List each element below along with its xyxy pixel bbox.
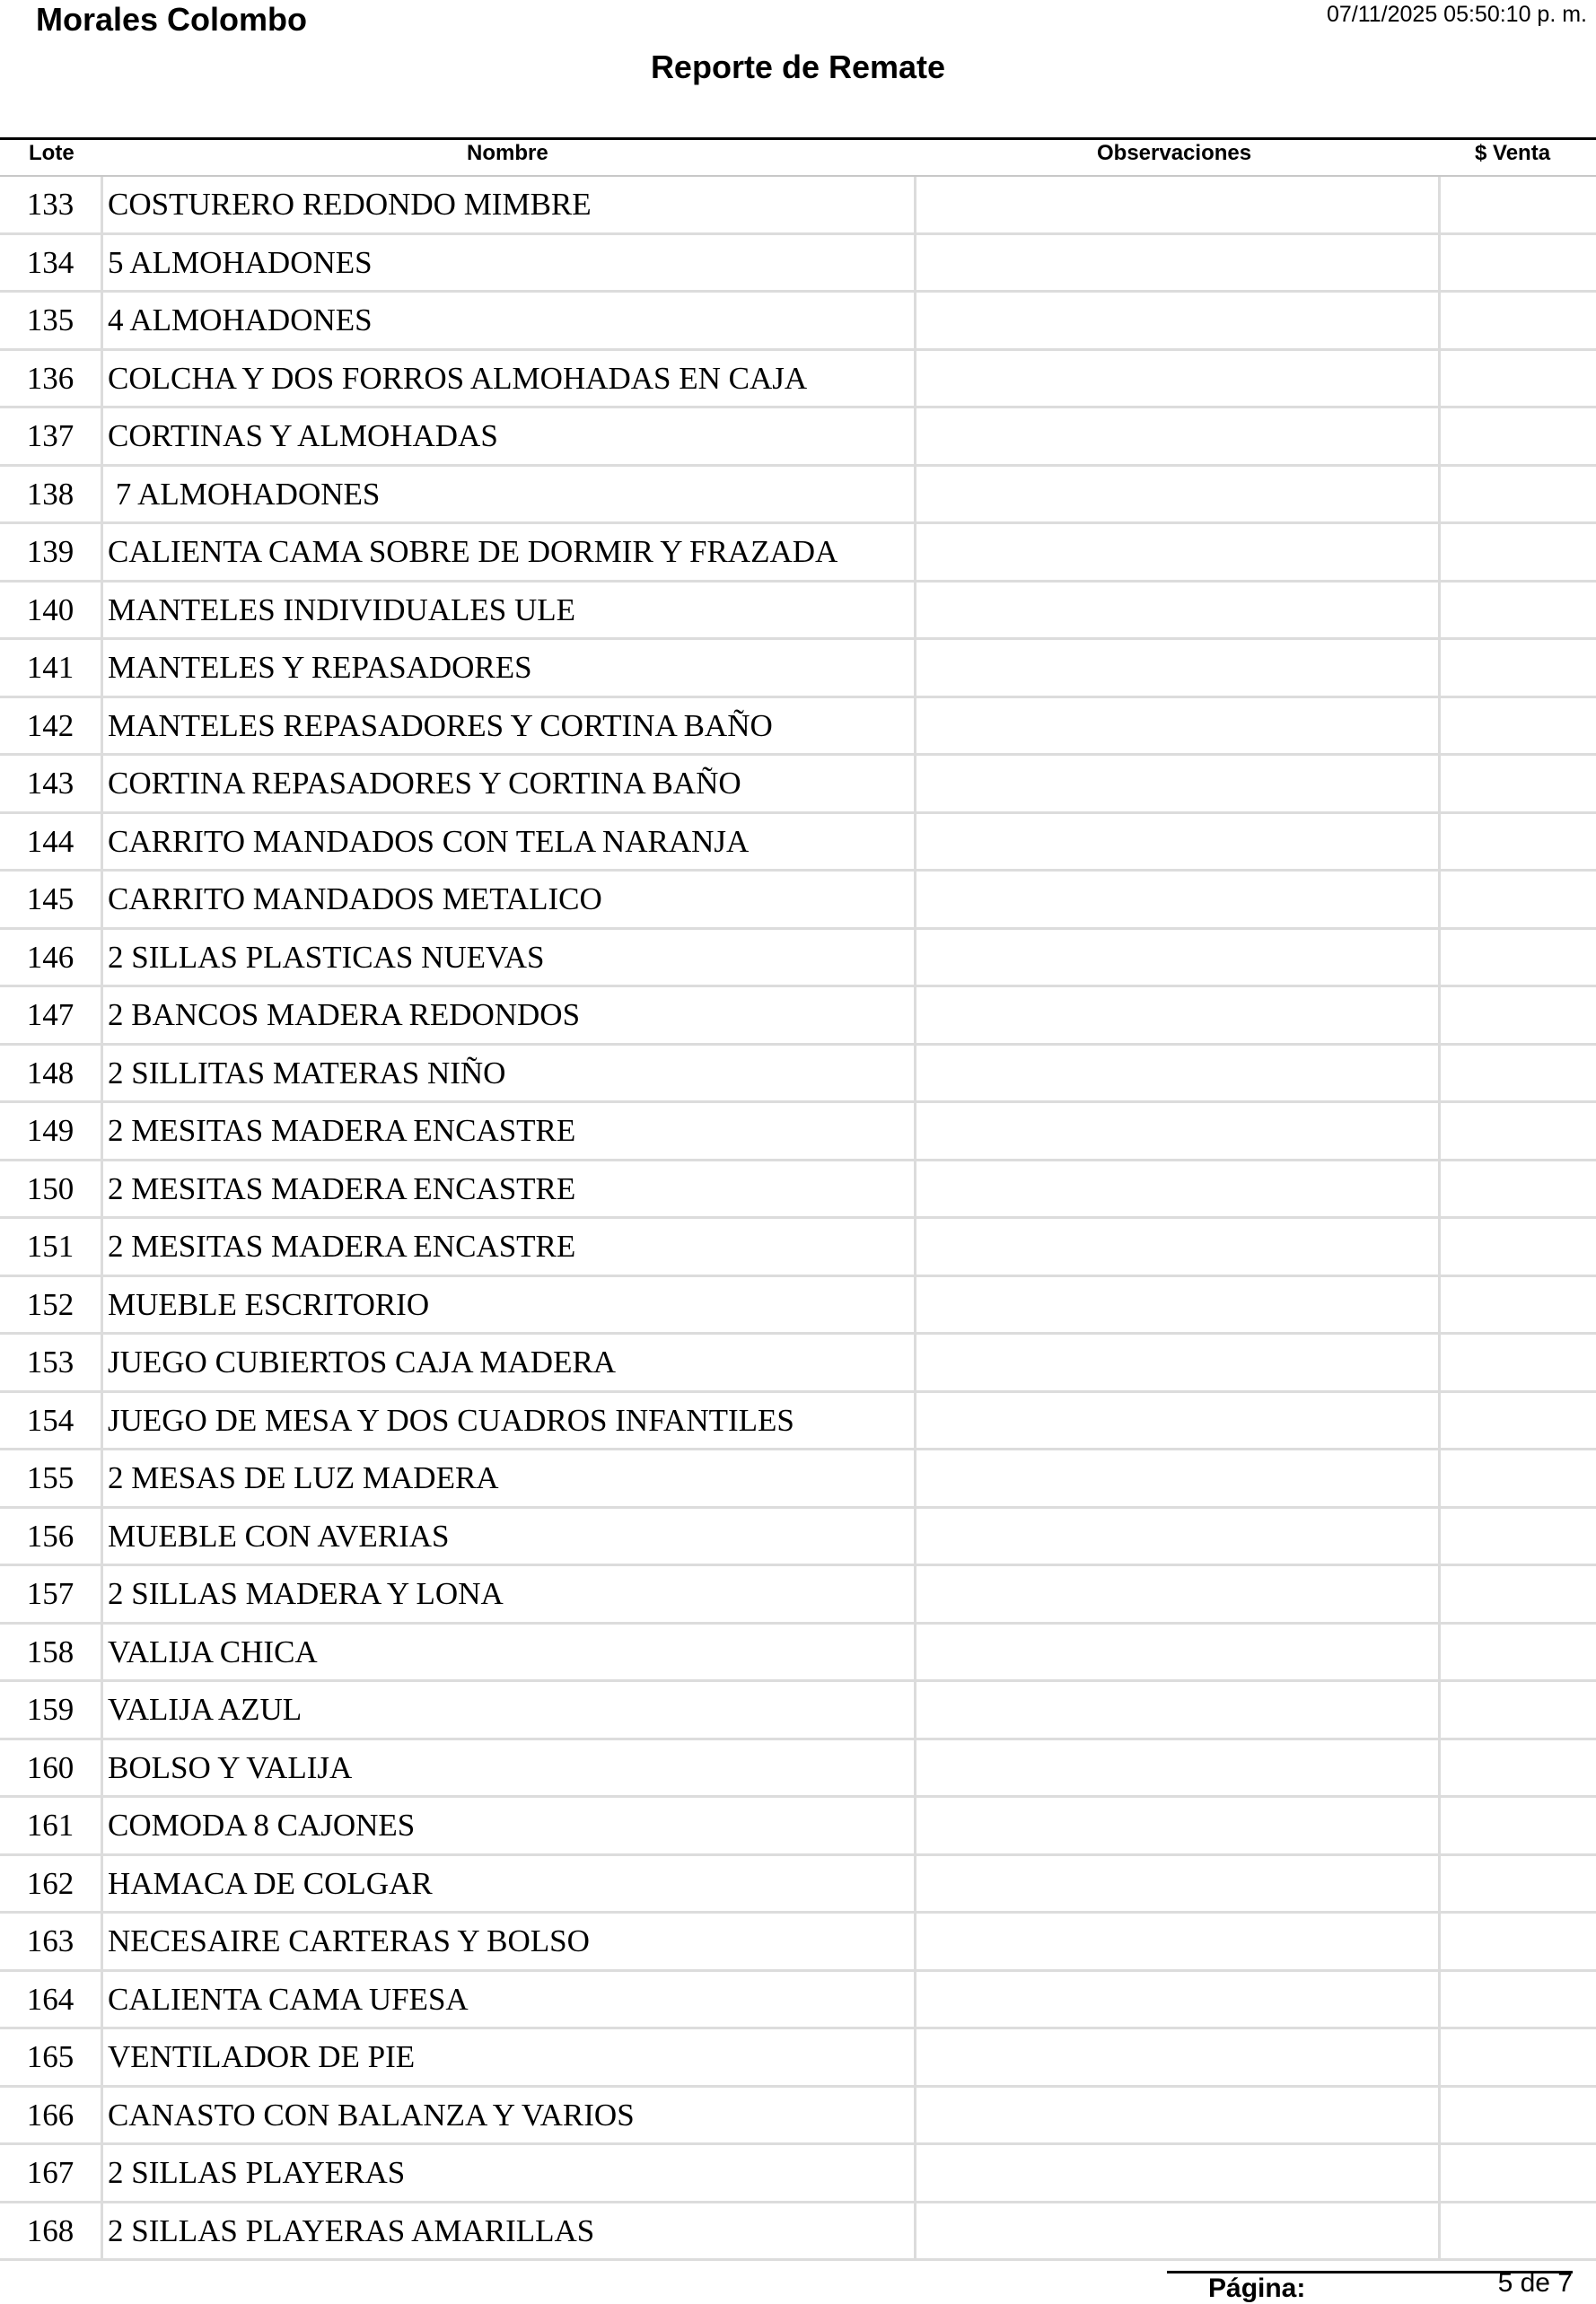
lot-number-cell: 165 — [0, 2029, 103, 2085]
observations-cell — [919, 1277, 1441, 1333]
observations-cell — [919, 2145, 1441, 2201]
item-name-cell: COMODA 8 CAJONES — [103, 1798, 916, 1853]
item-name-cell: CALIENTA CAMA UFESA — [103, 1972, 916, 2028]
table-row — [0, 2029, 1596, 2088]
table-row — [0, 1566, 1596, 1625]
lot-number-cell: 161 — [0, 1798, 103, 1853]
header-divider — [0, 137, 1596, 140]
observations-cell — [919, 351, 1441, 407]
table-row — [0, 1682, 1596, 1740]
table-row — [0, 698, 1596, 757]
lot-number-cell: 159 — [0, 1682, 103, 1738]
table-row — [0, 1914, 1596, 1972]
column-header-lote: Lote — [29, 141, 75, 165]
lot-number-cell: 148 — [0, 1046, 103, 1101]
sale-price-cell — [1441, 524, 1596, 580]
table-row — [0, 1625, 1596, 1683]
sale-price-cell — [1441, 1335, 1596, 1390]
column-header-venta: $ Venta — [1475, 141, 1551, 165]
page-number: 5 de 7 — [1497, 2268, 1573, 2298]
item-name-cell: HAMACA DE COLGAR — [103, 1856, 916, 1912]
sale-price-cell — [1441, 467, 1596, 522]
sale-price-cell — [1441, 1740, 1596, 1796]
observations-cell — [919, 1335, 1441, 1390]
sale-price-cell — [1441, 1219, 1596, 1275]
table-row — [0, 1450, 1596, 1509]
report-timestamp: 07/11/2025 05:50:10 p. m. — [1326, 2, 1587, 27]
lot-number-cell: 145 — [0, 872, 103, 927]
sale-price-cell — [1441, 930, 1596, 986]
lot-number-cell: 135 — [0, 293, 103, 348]
sale-price-cell — [1441, 351, 1596, 407]
table-row — [0, 872, 1596, 930]
lot-number-cell: 138 — [0, 467, 103, 522]
observations-cell — [919, 1103, 1441, 1159]
lot-number-cell: 153 — [0, 1335, 103, 1390]
table-row — [0, 1046, 1596, 1104]
table-row — [0, 987, 1596, 1046]
sale-price-cell — [1441, 235, 1596, 291]
item-name-cell: CORTINAS Y ALMOHADAS — [103, 408, 916, 464]
item-name-cell: MANTELES INDIVIDUALES ULE — [103, 583, 916, 638]
sale-price-cell — [1441, 1450, 1596, 1506]
lot-number-cell: 133 — [0, 177, 103, 232]
observations-cell — [919, 2029, 1441, 2085]
observations-cell — [919, 1914, 1441, 1969]
item-name-cell: 2 SILLAS PLAYERAS — [103, 2145, 916, 2201]
observations-cell — [919, 235, 1441, 291]
lots-table — [0, 177, 1596, 2261]
table-row — [0, 1798, 1596, 1856]
lot-number-cell: 146 — [0, 930, 103, 986]
sale-price-cell — [1441, 1277, 1596, 1333]
observations-cell — [919, 2088, 1441, 2143]
sale-price-cell — [1441, 1625, 1596, 1680]
lot-number-cell: 147 — [0, 987, 103, 1043]
lot-number-cell: 154 — [0, 1393, 103, 1449]
lot-number-cell: 151 — [0, 1219, 103, 1275]
table-row — [0, 640, 1596, 698]
lot-number-cell: 143 — [0, 756, 103, 811]
item-name-cell: JUEGO DE MESA Y DOS CUADROS INFANTILES — [103, 1393, 916, 1449]
observations-cell — [919, 1450, 1441, 1506]
item-name-cell: 4 ALMOHADONES — [103, 293, 916, 348]
table-row — [0, 1277, 1596, 1336]
observations-cell — [919, 1393, 1441, 1449]
item-name-cell: CALIENTA CAMA SOBRE DE DORMIR Y FRAZADA — [103, 524, 916, 580]
column-header-nombre: Nombre — [467, 141, 548, 165]
table-row — [0, 1161, 1596, 1220]
sale-price-cell — [1441, 2088, 1596, 2143]
table-row — [0, 814, 1596, 872]
sale-price-cell — [1441, 1103, 1596, 1159]
lot-number-cell: 152 — [0, 1277, 103, 1333]
table-row — [0, 1856, 1596, 1914]
observations-cell — [919, 1798, 1441, 1853]
lot-number-cell: 155 — [0, 1450, 103, 1506]
report-title: Reporte de Remate — [650, 48, 946, 85]
observations-cell — [919, 1856, 1441, 1912]
sale-price-cell — [1441, 1161, 1596, 1217]
observations-cell — [919, 524, 1441, 580]
sale-price-cell — [1441, 1914, 1596, 1969]
lot-number-cell: 141 — [0, 640, 103, 696]
sale-price-cell — [1441, 1566, 1596, 1622]
observations-cell — [919, 756, 1441, 811]
observations-cell — [919, 408, 1441, 464]
observations-cell — [919, 1740, 1441, 1796]
item-name-cell: MUEBLE ESCRITORIO — [103, 1277, 916, 1333]
sale-price-cell — [1441, 177, 1596, 232]
item-name-cell: JUEGO CUBIERTOS CAJA MADERA — [103, 1335, 916, 1390]
lot-number-cell: 164 — [0, 1972, 103, 2028]
item-name-cell: MANTELES REPASADORES Y CORTINA BAÑO — [103, 698, 916, 754]
page-label: Página: — [1208, 2273, 1306, 2303]
table-row — [0, 177, 1596, 235]
table-row — [0, 1972, 1596, 2030]
sale-price-cell — [1441, 2145, 1596, 2201]
sale-price-cell — [1441, 814, 1596, 870]
observations-cell — [919, 1682, 1441, 1738]
item-name-cell: 7 ALMOHADONES — [103, 467, 916, 522]
item-name-cell: MUEBLE CON AVERIAS — [103, 1509, 916, 1564]
item-name-cell: 2 MESAS DE LUZ MADERA — [103, 1450, 916, 1506]
item-name-cell: 2 SILLAS PLAYERAS AMARILLAS — [103, 2203, 916, 2259]
table-row — [0, 467, 1596, 525]
lot-number-cell: 149 — [0, 1103, 103, 1159]
sale-price-cell — [1441, 987, 1596, 1043]
table-row — [0, 293, 1596, 351]
table-row — [0, 235, 1596, 293]
item-name-cell: CORTINA REPASADORES Y CORTINA BAÑO — [103, 756, 916, 811]
sale-price-cell — [1441, 1682, 1596, 1738]
observations-cell — [919, 1509, 1441, 1564]
table-row — [0, 1219, 1596, 1277]
sale-price-cell — [1441, 1393, 1596, 1449]
lot-number-cell: 140 — [0, 583, 103, 638]
table-row — [0, 1103, 1596, 1161]
observations-cell — [919, 640, 1441, 696]
item-name-cell: NECESAIRE CARTERAS Y BOLSO — [103, 1914, 916, 1969]
item-name-cell: COSTURERO REDONDO MIMBRE — [103, 177, 916, 232]
item-name-cell: VALIJA CHICA — [103, 1625, 916, 1680]
observations-cell — [919, 1161, 1441, 1217]
item-name-cell: 5 ALMOHADONES — [103, 235, 916, 291]
lot-number-cell: 134 — [0, 235, 103, 291]
item-name-cell: VENTILADOR DE PIE — [103, 2029, 916, 2085]
lot-number-cell: 150 — [0, 1161, 103, 1217]
table-row — [0, 2088, 1596, 2146]
observations-cell — [919, 698, 1441, 754]
observations-cell — [919, 930, 1441, 986]
table-row — [0, 524, 1596, 583]
sale-price-cell — [1441, 640, 1596, 696]
item-name-cell: COLCHA Y DOS FORROS ALMOHADAS EN CAJA — [103, 351, 916, 407]
item-name-cell: 2 SILLAS PLASTICAS NUEVAS — [103, 930, 916, 986]
table-row — [0, 2145, 1596, 2203]
item-name-cell: 2 MESITAS MADERA ENCASTRE — [103, 1219, 916, 1275]
lot-number-cell: 167 — [0, 2145, 103, 2201]
table-row — [0, 1335, 1596, 1393]
sale-price-cell — [1441, 698, 1596, 754]
item-name-cell: BOLSO Y VALIJA — [103, 1740, 916, 1796]
lot-number-cell: 142 — [0, 698, 103, 754]
lot-number-cell: 156 — [0, 1509, 103, 1564]
observations-cell — [919, 1566, 1441, 1622]
table-row — [0, 2203, 1596, 2262]
lot-number-cell: 136 — [0, 351, 103, 407]
sale-price-cell — [1441, 872, 1596, 927]
sale-price-cell — [1441, 2029, 1596, 2085]
observations-cell — [919, 1219, 1441, 1275]
observations-cell — [919, 293, 1441, 348]
observations-cell — [919, 177, 1441, 232]
item-name-cell: 2 MESITAS MADERA ENCASTRE — [103, 1161, 916, 1217]
column-header-observaciones: Observaciones — [1097, 141, 1252, 165]
item-name-cell: MANTELES Y REPASADORES — [103, 640, 916, 696]
observations-cell — [919, 814, 1441, 870]
sale-price-cell — [1441, 1856, 1596, 1912]
sale-price-cell — [1441, 756, 1596, 811]
sale-price-cell — [1441, 583, 1596, 638]
lot-number-cell: 137 — [0, 408, 103, 464]
table-row — [0, 1393, 1596, 1451]
sale-price-cell — [1441, 1972, 1596, 2028]
table-row — [0, 408, 1596, 467]
lot-number-cell: 158 — [0, 1625, 103, 1680]
observations-cell — [919, 1625, 1441, 1680]
sale-price-cell — [1441, 1046, 1596, 1101]
item-name-cell: 2 SILLAS MADERA Y LONA — [103, 1566, 916, 1622]
observations-cell — [919, 987, 1441, 1043]
observations-cell — [919, 467, 1441, 522]
lot-number-cell: 139 — [0, 524, 103, 580]
lot-number-cell: 157 — [0, 1566, 103, 1622]
item-name-cell: 2 SILLITAS MATERAS NIÑO — [103, 1046, 916, 1101]
lot-number-cell: 168 — [0, 2203, 103, 2259]
table-row — [0, 1509, 1596, 1567]
sale-price-cell — [1441, 1509, 1596, 1564]
table-row — [0, 351, 1596, 409]
lot-number-cell: 166 — [0, 2088, 103, 2143]
observations-cell — [919, 1046, 1441, 1101]
sale-price-cell — [1441, 293, 1596, 348]
observations-cell — [919, 872, 1441, 927]
table-row — [0, 1740, 1596, 1799]
sale-price-cell — [1441, 1798, 1596, 1853]
observations-cell — [919, 1972, 1441, 2028]
sale-price-cell — [1441, 2203, 1596, 2259]
company-name: Morales Colombo — [36, 1, 308, 38]
item-name-cell: VALIJA AZUL — [103, 1682, 916, 1738]
lot-number-cell: 144 — [0, 814, 103, 870]
lot-number-cell: 160 — [0, 1740, 103, 1796]
table-row — [0, 583, 1596, 641]
sale-price-cell — [1441, 408, 1596, 464]
item-name-cell: 2 MESITAS MADERA ENCASTRE — [103, 1103, 916, 1159]
lot-number-cell: 163 — [0, 1914, 103, 1969]
item-name-cell: CANASTO CON BALANZA Y VARIOS — [103, 2088, 916, 2143]
table-row — [0, 930, 1596, 988]
lot-number-cell: 162 — [0, 1856, 103, 1912]
observations-cell — [919, 2203, 1441, 2259]
observations-cell — [919, 583, 1441, 638]
table-row — [0, 756, 1596, 814]
item-name-cell: CARRITO MANDADOS METALICO — [103, 872, 916, 927]
item-name-cell: 2 BANCOS MADERA REDONDOS — [103, 987, 916, 1043]
item-name-cell: CARRITO MANDADOS CON TELA NARANJA — [103, 814, 916, 870]
